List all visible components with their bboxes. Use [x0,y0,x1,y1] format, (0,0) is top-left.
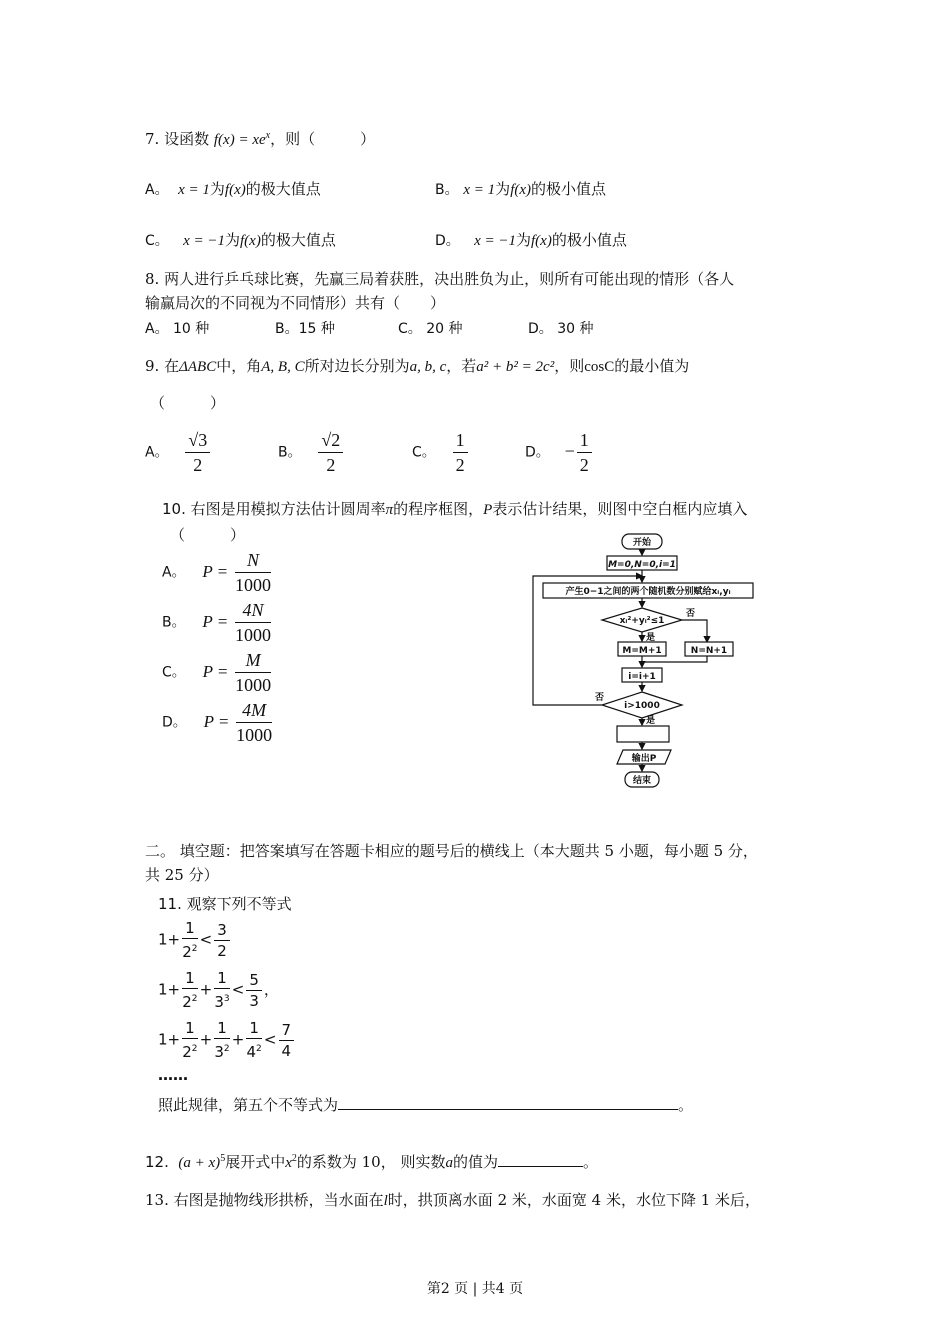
flow-end-label: 结束 [632,776,652,786]
q10-option-a: A。 P = $\frac{N}{1000}$ [162,550,271,595]
page-footer: 第2 页 | 共4 页 [426,1281,524,1297]
q11-rule: 照此规律，第五个不等式为 。 [158,1093,693,1115]
flow-output-label: 输出P [631,754,657,764]
q11-answer-blank [338,1093,678,1110]
flow-no2-label: 否 [595,693,605,703]
q11-row-3: 1+ $\frac{1}{2^2}$ + $\frac{1}{3^2}$ + $\frac{1}{4^2}$ < $\frac{7}{4}$ [158,1018,296,1062]
q9-option-d: D。 − $\frac{1}{2}$ [525,428,594,477]
q10-flowchart [525,530,775,795]
q10-option-d: D。 P = $\frac{4M}{1000}$ [162,700,273,745]
q12-answer-blank [498,1150,583,1167]
q13-stem: 13. 右图是抛物线形拱桥，当水面在l时，拱顶离水面 2 米，水面宽 4 米，水位下降 1 米后， [145,1191,761,1209]
q9-option-a: A。 $\frac{√3}{2}$ [145,428,212,477]
q8-line2: 输赢局次的不同视为不同情形）共有（ ） [145,294,446,312]
q9-stem: 9. 在ΔABC中，角A, B, C所对边长分别为a, b, c，若a² + b² = 2c²，则cosC的最小值为 [145,357,690,375]
q10-paren: （ ） [170,526,246,544]
q11-row-1: 1+ $\frac{1}{2^2}$ < $\frac{3}{2}$ [158,918,232,962]
section2-line2: 共 25 分） [145,866,219,884]
flow-n-inc-label: N=N+1 [690,646,728,656]
q7-formula: $f(x) = xe^x$ [213,130,271,148]
flow-gen-label: 产生0−1之间的两个随机数分别赋给xᵢ,yᵢ [565,587,731,597]
flow-yes2-label: 是 [646,716,656,726]
flow-init-label: M=0,N=0,i=1 [608,560,676,570]
q8-option-b: B。15 种 [275,321,335,337]
q8-option-d: D。 30 种 [528,321,594,337]
section2-line1: 二。 填空题：把答案填写在答题卡相应的题号后的横线上（本大题共 5 小题，每小题 5 分， [145,842,758,860]
q8-option-c: C。 20 种 [398,321,463,337]
q11-title: 11. 观察下列不等式 [158,895,292,913]
flow-cond2-label: i>1000 [624,701,660,711]
flow-cond-label: xᵢ²+yᵢ²≤1 [619,616,665,626]
q8-line1: 8. 两人进行乒乓球比赛，先赢三局着获胜，决出胜负为止，则所有可能出现的情形（各人 [145,270,735,288]
q7-option-a: A。 x = 1为f(x)的极大值点 [145,180,321,198]
flow-i-inc-label: i=i+1 [628,672,656,682]
q9-option-b: B。 $\frac{√2}{2}$ [278,428,345,477]
q11-ellipsis: …… [158,1066,188,1084]
q11-row-2: 1+ $\frac{1}{2^2}$ + $\frac{1}{3^3}$ < $\frac{5}{3}$ ， [158,969,279,1011]
q10-stem: 10. 右图是用模拟方法估计圆周率π的程序框图，P表示估计结果，则图中空白框内应填入 [162,500,748,518]
q9-paren: （ ） [150,394,226,412]
q12-stem: 12. $(a + x)^5$展开式中$x^2$的系数为 10， 则实数a的值为 。 [145,1150,598,1172]
flow-blank-node [617,726,669,742]
q7-option-b: B。 x = 1为f(x)的极小值点 [435,180,607,198]
flow-m-inc-label: M=M+1 [622,646,662,656]
q8-option-a: A。 10 种 [145,321,210,337]
q10-option-c: C。 P = $\frac{M}{1000}$ [162,650,272,695]
q7-option-d: D。 x = −1为f(x)的极小值点 [435,231,627,249]
q10-option-b: B。 P = $\frac{4N}{1000}$ [162,600,271,645]
q7-stem: 7. 设函数 $f(x) = xe^x$，则（ ） [145,130,376,148]
flow-no1-label: 否 [686,609,696,619]
flow-start-label: 开始 [632,538,652,548]
q9-option-c: C。 $\frac{1}{2}$ [412,428,470,477]
q7-option-c: C。 x = −1为f(x)的极大值点 [145,231,336,249]
flow-yes1-label: 是 [646,633,656,643]
